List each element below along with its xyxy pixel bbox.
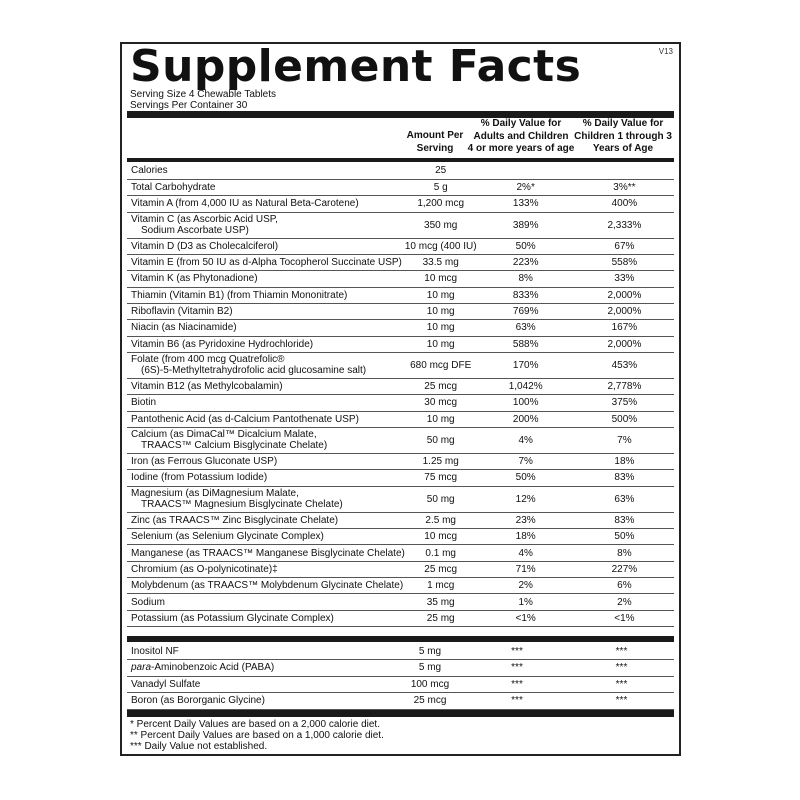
amount-per-serving: 10 mg bbox=[405, 320, 477, 336]
footnote: *** Daily Value not established. bbox=[130, 741, 268, 752]
dv-adults: <1% bbox=[477, 610, 575, 626]
dv-children: 3%** bbox=[575, 179, 674, 195]
dv-adults: 1% bbox=[477, 594, 575, 610]
amount-per-serving: 0.1 mg bbox=[405, 545, 477, 561]
dv-children: 500% bbox=[575, 411, 674, 427]
dv-children bbox=[575, 163, 674, 179]
nutrient-name: Vitamin D (D3 as Cholecalciferol) bbox=[127, 238, 405, 254]
top-thick-rule bbox=[127, 111, 674, 118]
amount-per-serving: 10 mcg bbox=[405, 529, 477, 545]
nutrient-name: Chromium (as O-polynicotinate)‡ bbox=[127, 561, 405, 577]
dv-adults: 2%* bbox=[477, 179, 575, 195]
nutrient-name: Inositol NF bbox=[127, 643, 395, 660]
nutrient-row bbox=[127, 196, 674, 212]
nutrient-row bbox=[127, 561, 674, 577]
dv-adults: 12% bbox=[477, 486, 575, 512]
nutrient-row bbox=[127, 512, 674, 528]
nutrient-name: Pantothenic Acid (as d-Calcium Pantothenate USP) bbox=[127, 411, 405, 427]
other-ingredients-table bbox=[127, 643, 674, 710]
nutrient-row bbox=[127, 179, 674, 195]
amount-per-serving: 25 mcg bbox=[395, 693, 465, 710]
serving-size: Serving Size 4 Chewable Tablets bbox=[130, 89, 277, 100]
nutrient-row bbox=[127, 676, 674, 693]
amount-per-serving: 5 mg bbox=[395, 643, 465, 660]
other-ingredients-rule bbox=[127, 636, 674, 642]
nutrient-name: Boron (as Bororganic Glycine) bbox=[127, 693, 395, 710]
dv-adults: 170% bbox=[477, 352, 575, 378]
nutrient-name: para-Aminobenzoic Acid (PABA) bbox=[127, 660, 395, 677]
nutrient-name: Calcium (as DimaCal™ Dicalcium Malate, TRAACS™ Calcium Bisglycinate Chelate) bbox=[127, 427, 405, 453]
dv-adults: 2% bbox=[477, 578, 575, 594]
nutrient-row bbox=[127, 303, 674, 319]
serving-info bbox=[130, 89, 276, 111]
header-rule bbox=[127, 158, 674, 162]
dv-children: 67% bbox=[575, 238, 674, 254]
nutrient-row bbox=[127, 336, 674, 352]
nutrient-row bbox=[127, 529, 674, 545]
nutrient-row bbox=[127, 320, 674, 336]
footnote: * Percent Daily Values are based on a 2,000 calorie diet. bbox=[130, 719, 380, 730]
nutrient-name: Vitamin B6 (as Pyridoxine Hydrochloride) bbox=[127, 336, 405, 352]
dv-adults: 4% bbox=[477, 545, 575, 561]
panel-title: Supplement Facts bbox=[130, 41, 582, 92]
dv-adults: 23% bbox=[477, 512, 575, 528]
dv-adults: 223% bbox=[477, 254, 575, 270]
dv-adults: 200% bbox=[477, 411, 575, 427]
dv-adults: 833% bbox=[477, 287, 575, 303]
dv-adults: 71% bbox=[477, 561, 575, 577]
dv-children: 558% bbox=[575, 254, 674, 270]
dv-adults: 63% bbox=[477, 320, 575, 336]
dv-children: 83% bbox=[575, 470, 674, 486]
amount-per-serving: 350 mg bbox=[405, 212, 477, 238]
nutrient-name: Biotin bbox=[127, 395, 405, 411]
amount-per-serving: 10 mg bbox=[405, 287, 477, 303]
nutrient-name: Niacin (as Niacinamide) bbox=[127, 320, 405, 336]
nutrient-name: Vitamin B12 (as Methylcobalamin) bbox=[127, 378, 405, 394]
amount-per-serving: 100 mcg bbox=[395, 676, 465, 693]
nutrient-row bbox=[127, 643, 674, 660]
dv-children: 2,000% bbox=[575, 336, 674, 352]
dv-adults: *** bbox=[465, 643, 569, 660]
nutrient-row bbox=[127, 411, 674, 427]
nutrient-name: Potassium (as Potassium Glycinate Complex) bbox=[127, 610, 405, 626]
nutrient-table bbox=[127, 163, 674, 627]
amount-per-serving: 33.5 mg bbox=[405, 254, 477, 270]
nutrient-name: Riboflavin (Vitamin B2) bbox=[127, 303, 405, 319]
nutrient-name: Zinc (as TRAACS™ Zinc Bisglycinate Chelate) bbox=[127, 512, 405, 528]
nutrient-row bbox=[127, 212, 674, 238]
dv-children: 400% bbox=[575, 196, 674, 212]
dv-children: <1% bbox=[575, 610, 674, 626]
nutrient-name: Vitamin E (from 50 IU as d-Alpha Tocopherol Succinate USP) bbox=[127, 254, 405, 270]
supplement-facts-panel bbox=[120, 42, 681, 756]
nutrient-name: Molybdenum (as TRAACS™ Molybdenum Glycinate Chelate) bbox=[127, 578, 405, 594]
nutrient-row bbox=[127, 470, 674, 486]
dv-adults: 8% bbox=[477, 271, 575, 287]
nutrient-name: Folate (from 400 mcg Quatrefolic® (6S)-5-Methyltetrahydrofolic acid glucosamine salt) bbox=[127, 352, 405, 378]
dv-adults: *** bbox=[465, 693, 569, 710]
dv-adults: 133% bbox=[477, 196, 575, 212]
nutrient-name: Iron (as Ferrous Gluconate USP) bbox=[127, 453, 405, 469]
amount-per-serving: 10 mg bbox=[405, 411, 477, 427]
amount-per-serving: 10 mg bbox=[405, 303, 477, 319]
nutrient-name: Iodine (from Potassium Iodide) bbox=[127, 470, 405, 486]
footnotes bbox=[130, 719, 384, 752]
nutrient-name: Manganese (as TRAACS™ Manganese Bisglycinate Chelate) bbox=[127, 545, 405, 561]
nutrient-name: Thiamin (Vitamin B1) (from Thiamin Mononitrate) bbox=[127, 287, 405, 303]
bottom-thick-rule bbox=[127, 710, 674, 717]
nutrient-name: Vanadyl Sulfate bbox=[127, 676, 395, 693]
amount-per-serving: 25 mcg bbox=[405, 561, 477, 577]
amount-per-serving: 25 mcg bbox=[405, 378, 477, 394]
nutrient-row bbox=[127, 545, 674, 561]
nutrient-name: Magnesium (as DiMagnesium Malate, TRAACS™ Magnesium Bisglycinate Chelate) bbox=[127, 486, 405, 512]
version-code: V13 bbox=[658, 47, 673, 56]
dv-children: 167% bbox=[575, 320, 674, 336]
dv-children: 2,333% bbox=[575, 212, 674, 238]
dv-children: 33% bbox=[575, 271, 674, 287]
amount-per-serving: 5 g bbox=[405, 179, 477, 195]
amount-per-serving: 50 mg bbox=[405, 427, 477, 453]
nutrient-row bbox=[127, 352, 674, 378]
nutrient-name: Vitamin K (as Phytonadione) bbox=[127, 271, 405, 287]
nutrient-row bbox=[127, 610, 674, 626]
dv-adults: 100% bbox=[477, 395, 575, 411]
servings-per-container: Servings Per Container 30 bbox=[130, 100, 248, 111]
nutrient-row bbox=[127, 395, 674, 411]
dv-adults: 7% bbox=[477, 453, 575, 469]
amount-per-serving: 10 mg bbox=[405, 336, 477, 352]
dv-adults: 4% bbox=[477, 427, 575, 453]
amount-per-serving: 1 mcg bbox=[405, 578, 477, 594]
dv-children: 18% bbox=[575, 453, 674, 469]
dv-children: 2,000% bbox=[575, 303, 674, 319]
dv-adults: 389% bbox=[477, 212, 575, 238]
amount-per-serving: 2.5 mg bbox=[405, 512, 477, 528]
nutrient-row bbox=[127, 287, 674, 303]
amount-per-serving: 1,200 mcg bbox=[405, 196, 477, 212]
nutrient-row bbox=[127, 578, 674, 594]
dv-adults-header: % Daily Value for Adults and Children 4 or more years of age bbox=[467, 118, 575, 154]
amount-per-serving: 35 mg bbox=[405, 594, 477, 610]
amount-per-serving: 25 bbox=[405, 163, 477, 179]
nutrient-row bbox=[127, 660, 674, 677]
dv-adults bbox=[477, 163, 575, 179]
dv-adults: 50% bbox=[477, 238, 575, 254]
amount-per-serving: 1.25 mg bbox=[405, 453, 477, 469]
dv-children: 50% bbox=[575, 529, 674, 545]
dv-children: *** bbox=[569, 676, 674, 693]
amount-per-serving: 50 mg bbox=[405, 486, 477, 512]
dv-children: 8% bbox=[575, 545, 674, 561]
nutrient-name: Sodium bbox=[127, 594, 405, 610]
dv-children: 7% bbox=[575, 427, 674, 453]
dv-adults: 50% bbox=[477, 470, 575, 486]
nutrient-name: Total Carbohydrate bbox=[127, 179, 405, 195]
nutrient-row bbox=[127, 594, 674, 610]
nutrient-row bbox=[127, 254, 674, 270]
amount-header: Amount Per Serving bbox=[406, 130, 464, 154]
dv-children: 375% bbox=[575, 395, 674, 411]
amount-per-serving: 10 mcg bbox=[405, 271, 477, 287]
dv-children: 83% bbox=[575, 512, 674, 528]
nutrient-name: Vitamin A (from 4,000 IU as Natural Beta-Carotene) bbox=[127, 196, 405, 212]
dv-adults: *** bbox=[465, 660, 569, 677]
nutrient-row bbox=[127, 238, 674, 254]
dv-children: *** bbox=[569, 693, 674, 710]
footnote: ** Percent Daily Values are based on a 1,000 calorie diet. bbox=[130, 730, 384, 741]
amount-per-serving: 5 mg bbox=[395, 660, 465, 677]
nutrient-row bbox=[127, 271, 674, 287]
dv-children: 2,778% bbox=[575, 378, 674, 394]
dv-children: 227% bbox=[575, 561, 674, 577]
dv-children: *** bbox=[569, 660, 674, 677]
dv-adults: 1,042% bbox=[477, 378, 575, 394]
nutrient-name: Calories bbox=[127, 163, 405, 179]
nutrient-row bbox=[127, 453, 674, 469]
nutrient-row bbox=[127, 163, 674, 179]
dv-children: 2,000% bbox=[575, 287, 674, 303]
dv-adults: 588% bbox=[477, 336, 575, 352]
dv-adults: 18% bbox=[477, 529, 575, 545]
amount-per-serving: 25 mg bbox=[405, 610, 477, 626]
nutrient-row bbox=[127, 693, 674, 710]
nutrient-row bbox=[127, 486, 674, 512]
nutrient-name: Selenium (as Selenium Glycinate Complex) bbox=[127, 529, 405, 545]
dv-adults: 769% bbox=[477, 303, 575, 319]
nutrient-name: Vitamin C (as Ascorbic Acid USP, Sodium Ascorbate USP) bbox=[127, 212, 405, 238]
amount-per-serving: 30 mcg bbox=[405, 395, 477, 411]
dv-children: 63% bbox=[575, 486, 674, 512]
dv-adults: *** bbox=[465, 676, 569, 693]
dv-children: 2% bbox=[575, 594, 674, 610]
dv-children-header: % Daily Value for Children 1 through 3 Years of Age bbox=[574, 118, 672, 154]
dv-children: *** bbox=[569, 643, 674, 660]
dv-children: 453% bbox=[575, 352, 674, 378]
nutrient-row bbox=[127, 378, 674, 394]
nutrient-row bbox=[127, 427, 674, 453]
amount-per-serving: 75 mcg bbox=[405, 470, 477, 486]
amount-per-serving: 680 mcg DFE bbox=[405, 352, 477, 378]
amount-per-serving: 10 mcg (400 IU) bbox=[405, 238, 477, 254]
dv-children: 6% bbox=[575, 578, 674, 594]
